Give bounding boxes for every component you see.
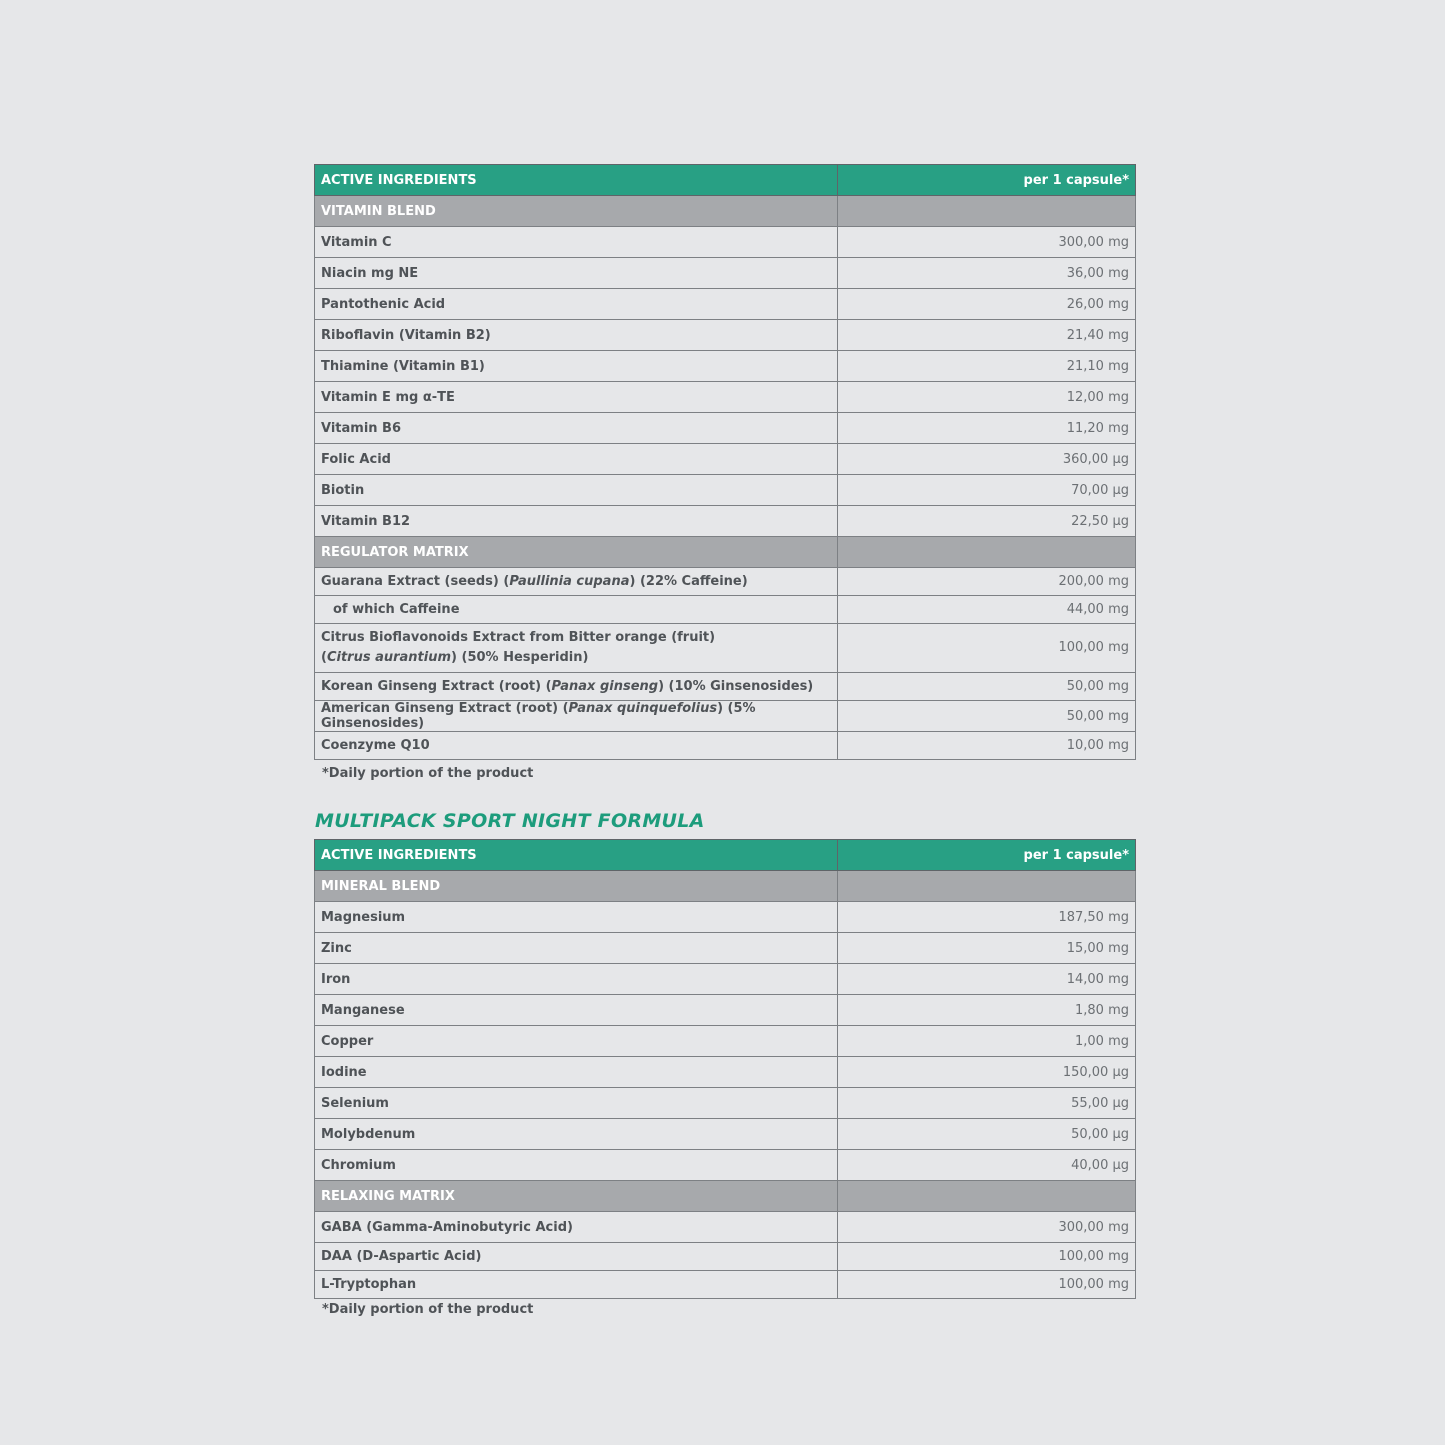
table-row <box>315 227 1136 258</box>
ingredient-name: Zinc <box>315 933 838 964</box>
ingredient-name: Chromium <box>315 1150 838 1181</box>
ingredient-name: Riboflavin (Vitamin B2) <box>315 320 838 351</box>
section-title: VITAMIN BLEND <box>315 196 838 227</box>
ingredient-amount: 360,00 µg <box>838 444 1136 475</box>
table-row <box>315 351 1136 382</box>
ingredient-amount: 1,00 mg <box>838 1026 1136 1057</box>
ingredient-name: Biotin <box>315 475 838 506</box>
table-row <box>315 413 1136 444</box>
product-title: MULTIPACK SPORT NIGHT FORMULA <box>315 810 705 832</box>
table-row <box>315 258 1136 289</box>
section-row-relaxing-matrix <box>315 1181 1136 1212</box>
name-text: ( <box>321 650 327 665</box>
name-text: ) (5% Ginsenosides) <box>321 701 756 731</box>
table-header <box>315 840 1136 871</box>
ingredient-amount: 36,00 mg <box>838 258 1136 289</box>
name-text: American Ginseng Extract (root) ( <box>321 701 569 716</box>
section-row-mineral-blend <box>315 871 1136 902</box>
table-row <box>315 1212 1136 1243</box>
header-per-capsule: per 1 capsule* <box>838 165 1136 196</box>
table-row <box>315 289 1136 320</box>
header-per-capsule: per 1 capsule* <box>838 840 1136 871</box>
section-title: RELAXING MATRIX <box>315 1181 838 1212</box>
ingredient-name: Pantothenic Acid <box>315 289 838 320</box>
table-row <box>315 1057 1136 1088</box>
table-row <box>315 1119 1136 1150</box>
ingredient-amount: 150,00 µg <box>838 1057 1136 1088</box>
daily-portion-note: *Daily portion of the product <box>322 1302 534 1317</box>
table-row <box>315 506 1136 537</box>
ingredient-name: L-Tryptophan <box>315 1271 838 1299</box>
header-ingredients: ACTIVE INGREDIENTS <box>315 840 838 871</box>
ingredient-name: Thiamine (Vitamin B1) <box>315 351 838 382</box>
ingredient-name: of which Caffeine <box>315 596 838 624</box>
ingredient-amount: 100,00 mg <box>838 624 1136 673</box>
table-row <box>315 444 1136 475</box>
header-ingredients: ACTIVE INGREDIENTS <box>315 165 838 196</box>
ingredient-amount: 21,10 mg <box>838 351 1136 382</box>
ingredients-table-1 <box>314 164 1136 760</box>
ingredient-amount: 200,00 mg <box>838 568 1136 596</box>
ingredient-name <box>315 673 838 701</box>
table-row <box>315 1150 1136 1181</box>
table-row <box>315 995 1136 1026</box>
table-row <box>315 1088 1136 1119</box>
ingredient-name: Copper <box>315 1026 838 1057</box>
ingredient-amount: 187,50 mg <box>838 902 1136 933</box>
section-title: REGULATOR MATRIX <box>315 537 838 568</box>
name-text: ) (10% Ginsenosides) <box>658 679 814 694</box>
ingredient-name: Coenzyme Q10 <box>315 732 838 760</box>
ingredient-amount: 11,20 mg <box>838 413 1136 444</box>
ingredient-amount: 44,00 mg <box>838 596 1136 624</box>
ingredient-amount: 50,00 mg <box>838 673 1136 701</box>
table-row <box>315 933 1136 964</box>
ingredient-name: GABA (Gamma-Aminobutyric Acid) <box>315 1212 838 1243</box>
ingredient-name: DAA (D-Aspartic Acid) <box>315 1243 838 1271</box>
ingredient-amount: 14,00 mg <box>838 964 1136 995</box>
name-text: Korean Ginseng Extract (root) ( <box>321 679 552 694</box>
table-row <box>315 1271 1136 1299</box>
ingredient-amount: 12,00 mg <box>838 382 1136 413</box>
section-row-vitamin-blend <box>315 196 1136 227</box>
ingredient-name: Vitamin E mg α-TE <box>315 382 838 413</box>
ingredient-amount: 22,50 µg <box>838 506 1136 537</box>
table-row <box>315 624 1136 673</box>
ingredient-name <box>315 568 838 596</box>
ingredient-name: Niacin mg NE <box>315 258 838 289</box>
name-text: Citrus Bioflavonoids Extract from Bitter orange (fruit) <box>321 630 716 645</box>
ingredient-name: Vitamin B12 <box>315 506 838 537</box>
table-row <box>315 673 1136 701</box>
ingredient-amount: 100,00 mg <box>838 1271 1136 1299</box>
section-row-regulator-matrix <box>315 537 1136 568</box>
table-row <box>315 732 1136 760</box>
ingredient-name: Iron <box>315 964 838 995</box>
ingredient-amount: 15,00 mg <box>838 933 1136 964</box>
ingredient-name <box>315 624 838 673</box>
ingredient-amount: 40,00 µg <box>838 1150 1136 1181</box>
ingredient-amount: 1,80 mg <box>838 995 1136 1026</box>
ingredient-amount: 21,40 mg <box>838 320 1136 351</box>
table-row <box>315 902 1136 933</box>
name-text: ) (50% Hesperidin) <box>451 650 589 665</box>
daily-portion-note: *Daily portion of the product <box>322 766 534 781</box>
table-row <box>315 1026 1136 1057</box>
table-row <box>315 568 1136 596</box>
ingredient-name: Selenium <box>315 1088 838 1119</box>
section-title: MINERAL BLEND <box>315 871 838 902</box>
table-row <box>315 475 1136 506</box>
ingredient-amount: 50,00 µg <box>838 1119 1136 1150</box>
table-row <box>315 964 1136 995</box>
table-row <box>315 320 1136 351</box>
ingredient-amount: 100,00 mg <box>838 1243 1136 1271</box>
name-text: ) (22% Caffeine) <box>629 574 748 589</box>
ingredient-name <box>315 701 838 732</box>
ingredient-name: Folic Acid <box>315 444 838 475</box>
ingredient-amount: 300,00 mg <box>838 227 1136 258</box>
ingredient-name: Vitamin C <box>315 227 838 258</box>
ingredient-name: Molybdenum <box>315 1119 838 1150</box>
table-row <box>315 701 1136 732</box>
ingredient-amount: 300,00 mg <box>838 1212 1136 1243</box>
table-header <box>315 165 1136 196</box>
ingredient-name: Iodine <box>315 1057 838 1088</box>
ingredient-name: Vitamin B6 <box>315 413 838 444</box>
table-row <box>315 1243 1136 1271</box>
latin-name: Panax quinquefolius <box>568 701 718 716</box>
ingredients-table-2 <box>314 839 1136 1299</box>
name-text: Guarana Extract (seeds) ( <box>321 574 510 589</box>
latin-name: Panax ginseng <box>551 679 659 694</box>
table-row <box>315 382 1136 413</box>
ingredient-amount: 50,00 mg <box>838 701 1136 732</box>
ingredient-amount: 55,00 µg <box>838 1088 1136 1119</box>
table-row <box>315 596 1136 624</box>
ingredient-amount: 70,00 µg <box>838 475 1136 506</box>
ingredient-amount: 26,00 mg <box>838 289 1136 320</box>
ingredient-amount: 10,00 mg <box>838 732 1136 760</box>
latin-name: Paullinia cupana <box>509 574 630 589</box>
ingredient-name: Magnesium <box>315 902 838 933</box>
ingredient-name: Manganese <box>315 995 838 1026</box>
latin-name: Citrus aurantium <box>326 650 452 665</box>
